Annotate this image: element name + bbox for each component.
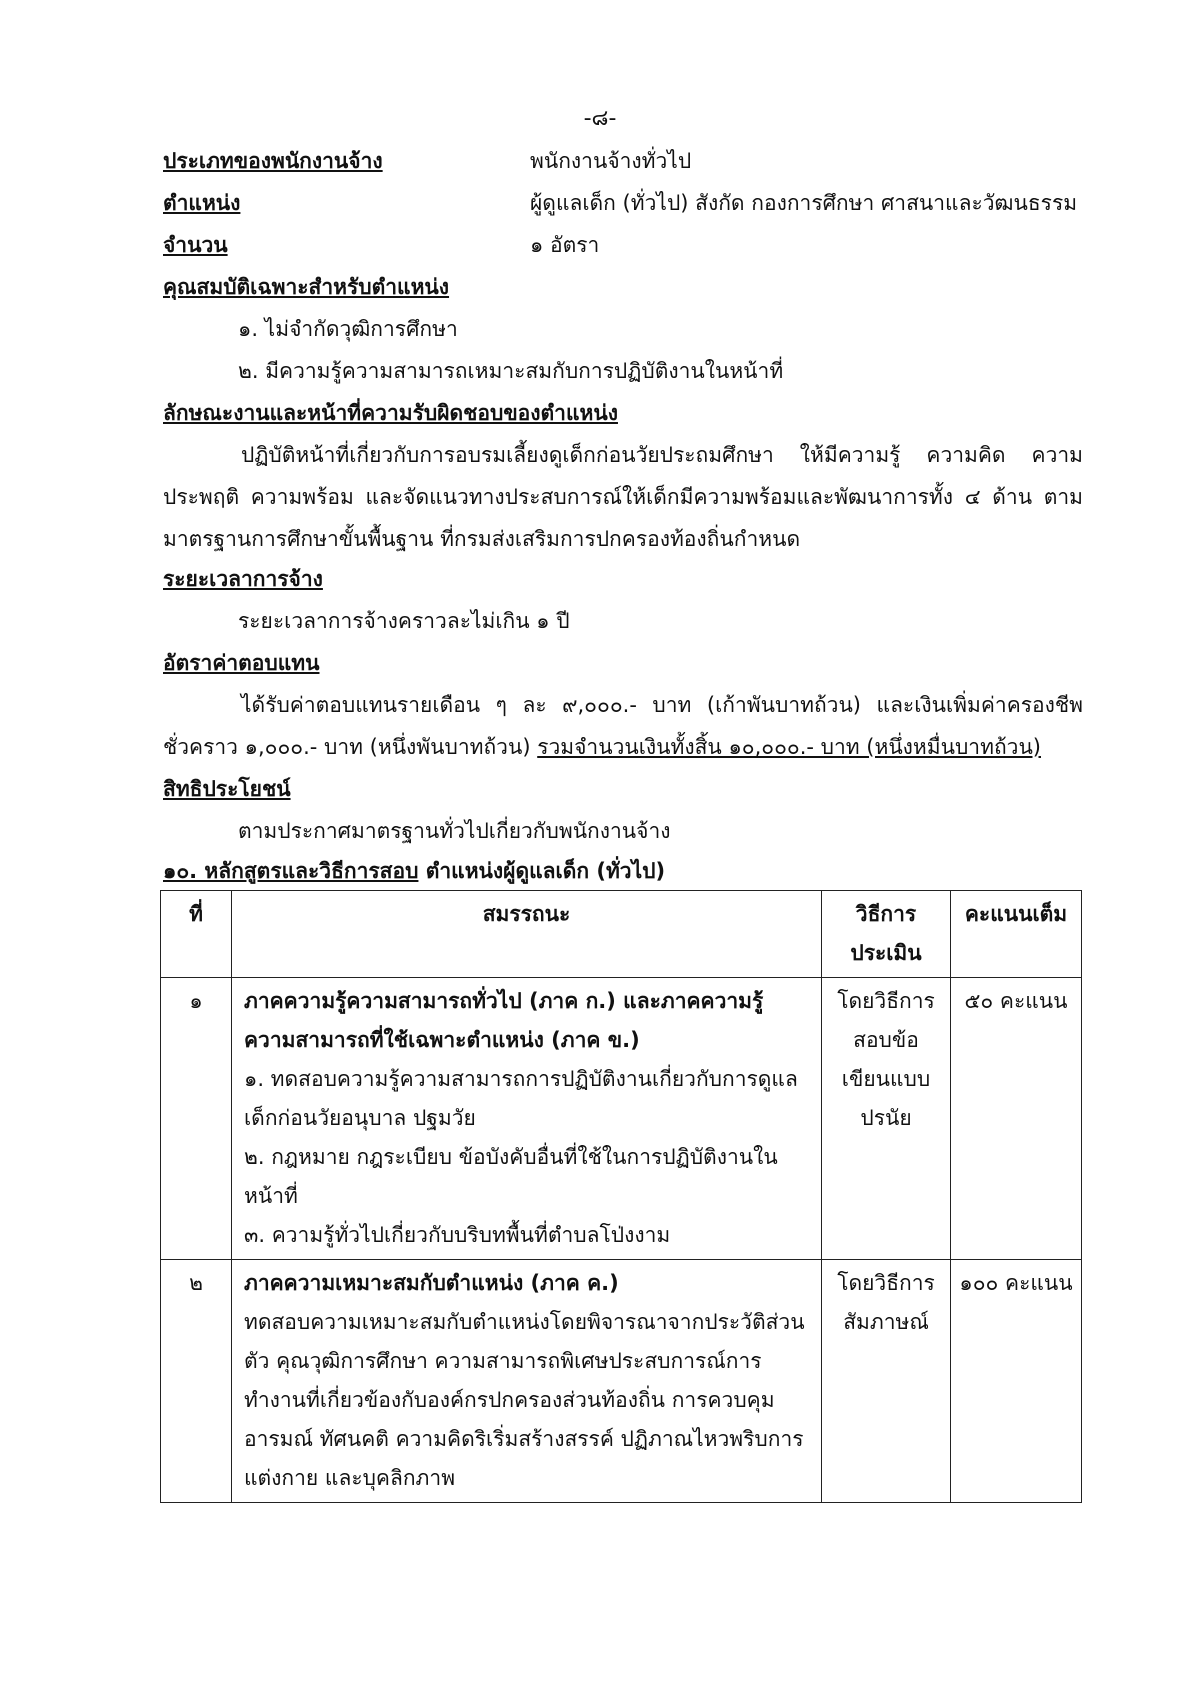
quantity-value: ๑ อัตรา (530, 233, 600, 257)
section10-heading (163, 856, 665, 886)
compensation-total: รวมจำนวนเงินทั้งสิ้น ๑๐,๐๐๐.- บาท (หนึ่งหมื่นบาทถ้วน) (537, 735, 1041, 759)
section10-heading-underlined: ๑๐. หลักสูตรและวิธีการสอบ (163, 859, 419, 883)
quantity-label: จำนวน (163, 233, 228, 257)
row-competency (232, 1260, 822, 1503)
header-no: ที่ (161, 891, 232, 978)
header-score: คะแนนเต็ม (951, 891, 1082, 978)
header-method: วิธีการประเมิน (822, 891, 951, 978)
duties-text: ปฏิบัติหน้าที่เกี่ยวกับการอบรมเลี้ยงดูเด็กก่อนวัยประถมศึกษา ให้มีความรู้ ความคิด ความประพฤติ ความพร้อม และจัดแนวทางประสบการณ์ให้เด็กมีความพร้อมและพัฒนาการทั้ง ๔ ด้าน ตามมาตรฐานการศึกษาขั้นพื้นฐาน ที่กรมส่งเสริมการปกครองท้องถิ่นกำหนด (163, 443, 1083, 551)
row-detail: ๓. ความรู้ทั่วไปเกี่ยวกับบริบทพื้นที่ตำบลโป่งงาม (244, 1223, 671, 1247)
duties-paragraph (163, 434, 1083, 560)
page-number: -๘- (583, 106, 617, 131)
exam-table (160, 890, 1082, 1503)
compensation-paragraph (163, 684, 1083, 768)
table-row (161, 978, 1082, 1260)
header-competency: สมรรถนะ (232, 891, 822, 978)
row-title: ภาคความรู้ความสามารถทั่วไป (ภาค ก.) และภาคความรู้ความสามารถที่ใช้เฉพาะตำแหน่ง (ภาค ข.) (244, 989, 764, 1052)
row-method: โดยวิธีการสัมภาษณ์ (822, 1260, 951, 1503)
compensation-heading: อัตราค่าตอบแทน (163, 651, 320, 675)
employee-type-label: ประเภทของพนักงานจ้าง (163, 149, 383, 173)
row-competency (232, 978, 822, 1260)
row-detail: ๑. ทดสอบความรู้ความสามารถการปฏิบัติงานเกี่ยวกับการดูแลเด็กก่อนวัยอนุบาล ปฐมวัย (244, 1067, 798, 1130)
position-label: ตำแหน่ง (163, 191, 241, 215)
row-title: ภาคความเหมาะสมกับตำแหน่ง (ภาค ค.) (244, 1271, 619, 1295)
employment-period-heading: ระยะเวลาการจ้าง (163, 567, 323, 591)
table-row (161, 1260, 1082, 1503)
duties-heading: ลักษณะงานและหน้าที่ความรับผิดชอบของตำแหน่ง (163, 401, 618, 425)
compensation-text: ได้รับค่าตอบแทนรายเดือน ๆ ละ ๙,๐๐๐.- บาท (เก้าพันบาทถ้วน) และเงินเพิ่มค่าครองชีพชั่วคราว ๑,๐๐๐.- บาท (หนึ่งพันบาทถ้วน) (163, 693, 1083, 759)
table-header-row (161, 891, 1082, 978)
row-detail: ๒. กฎหมาย กฎระเบียบ ข้อบังคับอื่นที่ใช้ในการปฏิบัติงานในหน้าที่ (244, 1145, 778, 1208)
employment-period-text: ระยะเวลาการจ้างคราวละไม่เกิน ๑ ปี (238, 609, 570, 633)
benefits-text: ตามประกาศมาตรฐานทั่วไปเกี่ยวกับพนักงานจ้าง (238, 819, 671, 843)
qualification-item-1: ๑. ไม่จำกัดวุฒิการศึกษา (238, 317, 458, 341)
row-score: ๑๐๐ คะแนน (951, 1260, 1082, 1503)
section10-heading-rest: ตำแหน่งผู้ดูแลเด็ก (ทั่วไป) (418, 859, 666, 883)
benefits-heading: สิทธิประโยชน์ (163, 777, 291, 801)
qualification-item-2: ๒. มีความรู้ความสามารถเหมาะสมกับการปฏิบัติงานในหน้าที่ (238, 359, 784, 383)
row-no: ๒ (161, 1260, 232, 1503)
row-method: โดยวิธีการสอบข้อเขียนแบบปรนัย (822, 978, 951, 1260)
row-detail: ทดสอบความเหมาะสมกับตำแหน่งโดยพิจารณาจากประวัติส่วนตัว คุณวุฒิการศึกษา ความสามารถพิเศษประสบการณ์การทำงานที่เกี่ยวข้องกับองค์กรปกครองส่วนท้องถิ่น การควบคุมอารมณ์ ทัศนคติ ความคิดริเริ่มสร้างสรรค์ ปฏิภาณไหวพริบการแต่งกาย และบุคลิกภาพ (244, 1310, 805, 1490)
row-score: ๕๐ คะแนน (951, 978, 1082, 1260)
qualifications-heading: คุณสมบัติเฉพาะสำหรับตำแหน่ง (163, 275, 450, 299)
row-no: ๑ (161, 978, 232, 1260)
employee-type-value: พนักงานจ้างทั่วไป (530, 149, 692, 173)
position-value: ผู้ดูแลเด็ก (ทั่วไป) สังกัด กองการศึกษา ศาสนาและวัฒนธรรม (530, 191, 1078, 215)
